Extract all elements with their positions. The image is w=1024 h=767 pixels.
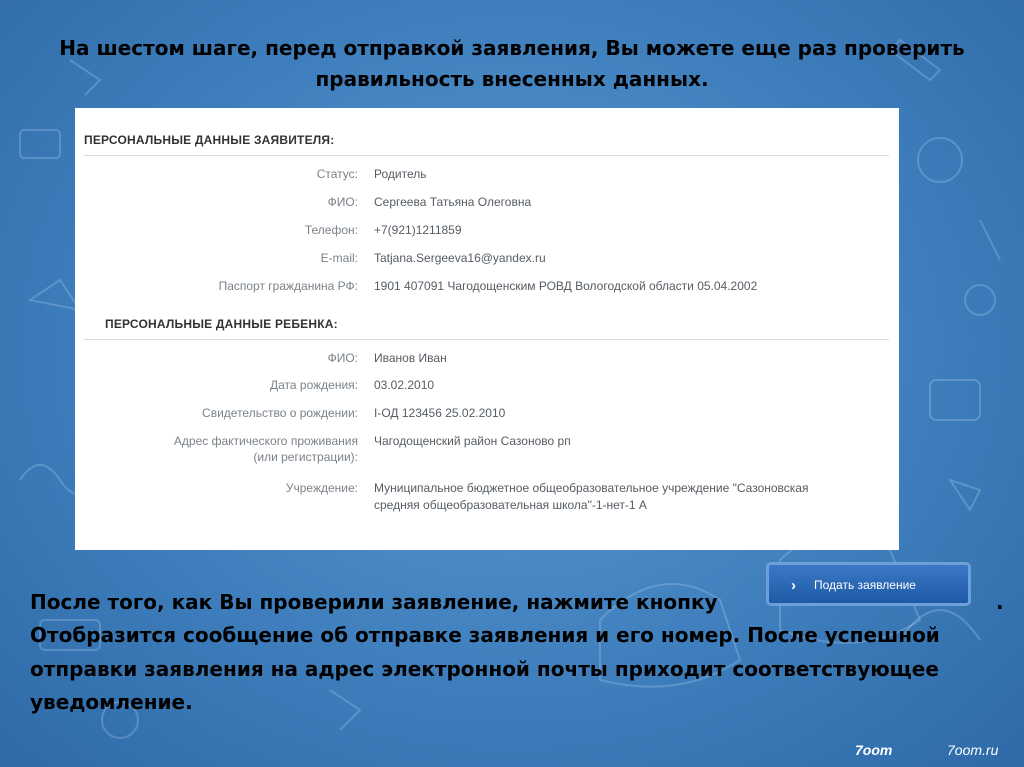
- instruction-line-3: отправки заявления на адрес электронной почты приходит соответствующее: [30, 657, 939, 681]
- instruction-line-1-end: .: [996, 590, 1004, 614]
- applicant-name-value: Сергеева Татьяна Олеговна: [374, 195, 532, 209]
- instruction-line-1: После того, как Вы проверили заявление, нажмите кнопку: [30, 590, 718, 614]
- child-certificate-value: I-ОД 123456 25.02.2010: [374, 406, 506, 420]
- chevron-right-icon: ›: [791, 577, 796, 594]
- applicant-passport-value: 1901 407091 Чагодощенским РОВД Вологодской области 05.04.2002: [374, 279, 758, 293]
- applicant-status-label: Статус:: [316, 167, 358, 181]
- applicant-email-value: Tatjana.Sergeeva16@yandex.ru: [374, 251, 546, 265]
- child-address-value: Чагодощенский район Сазоново рп: [374, 434, 571, 448]
- child-address-label-line-2: (или регистрации):: [253, 450, 358, 464]
- applicant-passport-label: Паспорт гражданина РФ:: [218, 279, 358, 293]
- instruction-line-4: уведомление.: [30, 690, 193, 714]
- site-logo: 7oom: [855, 742, 893, 758]
- section-divider: [84, 339, 889, 340]
- child-birthdate-value: 03.02.2010: [374, 378, 435, 392]
- applicant-name-label: ФИО:: [327, 195, 358, 209]
- child-school-value-line-2: средняя общеобразовательная школа"-1-нет-1 А: [374, 498, 647, 512]
- applicant-status-value: Родитель: [374, 167, 427, 181]
- child-address-label: [58, 433, 358, 465]
- site-url: 7oom.ru: [947, 742, 999, 758]
- child-name-label: ФИО:: [327, 351, 358, 365]
- applicant-email-label: E-mail:: [320, 251, 358, 265]
- child-school-value-line-1: Муниципальное бюджетное общеобразовательное учреждение "Сазоновская: [374, 481, 809, 495]
- child-section-title: ПЕРСОНАЛЬНЫЕ ДАННЫЕ РЕБЕНКА:: [105, 317, 338, 331]
- page-heading: [20, 33, 1004, 95]
- child-school-label: Учреждение:: [285, 481, 358, 495]
- child-school-value: [374, 480, 808, 514]
- child-certificate-label: Свидетельство о рождении:: [202, 406, 358, 420]
- child-address-label-line-1: Адрес фактического проживания: [173, 434, 358, 448]
- instruction-line-2: Отобразится сообщение об отправке заявления и его номер. После успешной: [30, 623, 940, 647]
- submit-application-button[interactable]: [766, 562, 971, 606]
- child-name-value: Иванов Иван: [374, 351, 447, 365]
- applicant-phone-label: Телефон:: [304, 223, 358, 237]
- section-divider: [84, 155, 889, 156]
- applicant-phone-value: +7(921)1211859: [374, 223, 462, 237]
- child-birthdate-label: Дата рождения:: [270, 378, 358, 392]
- heading-line-1: На шестом шаге, перед отправкой заявления, Вы можете еще раз проверить: [59, 36, 965, 60]
- applicant-section-title: ПЕРСОНАЛЬНЫЕ ДАННЫЕ ЗАЯВИТЕЛЯ:: [84, 133, 335, 147]
- submit-application-label: Подать заявление: [814, 578, 916, 592]
- heading-line-2: правильность внесенных данных.: [315, 67, 709, 91]
- application-review-panel: [75, 108, 899, 550]
